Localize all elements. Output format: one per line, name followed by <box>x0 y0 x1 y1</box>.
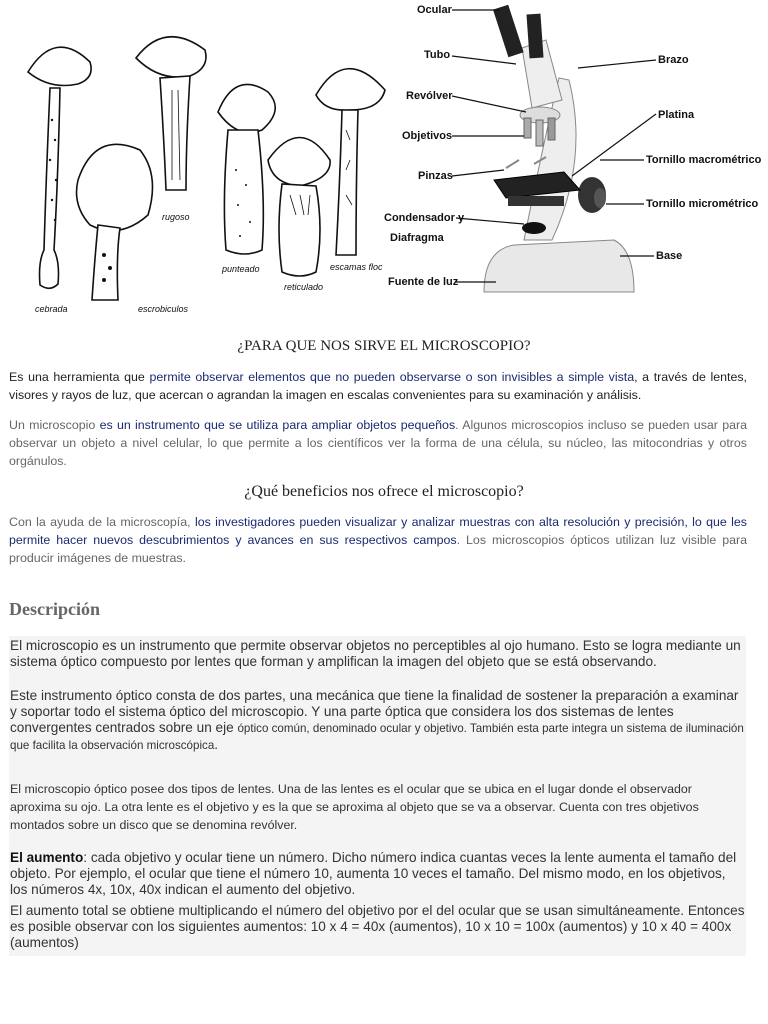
label-base: Base <box>656 250 683 262</box>
text-segment: . Los microscopios ópticos utilizan luz visible para producir imágenes de muestras. <box>9 533 747 565</box>
mushroom-label-punteado: punteado <box>222 264 260 274</box>
description-paragraph-aumento <box>10 850 746 898</box>
text-segment: , a través de lentes, visores y rayos de luz, que acercan o agrandan la imagen en escalas convenientes para su examinación y análisis. <box>9 370 747 402</box>
paragraph-instrumento <box>9 416 747 470</box>
paragraph-beneficios <box>9 513 747 567</box>
paragraph-herramienta <box>9 368 747 404</box>
mushroom-label-reticulado: reticulado <box>284 282 324 292</box>
mushroom-types-illustration <box>0 0 388 320</box>
description-paragraph-aumento-total: El aumento total se obtiene multiplicando el número del objetivo por el del ocular que se usan simultáneamente. Entonces es posible observar con los siguientes aumentos: 10 x 4 = 40x (aumentos), 10 x 10 = 100x (aumentos) y 10 x 40 = 400x (aumentos) <box>10 903 745 950</box>
label-pinzas: Pinzas <box>418 170 453 182</box>
bold-term: El aumento <box>10 850 84 865</box>
highlighted-text: los investigadores pueden visualizar y analizar muestras con alta resolución y precisión, lo que les permite hacer nuevos descubrimientos y avances en sus respectivos campos <box>9 515 748 547</box>
text-segment: óptico común, denominado ocular y objetivo. También esta parte integra un sistema de iluminación que facilita la observación microscópica <box>10 722 744 752</box>
label-objetivos: Objetivos <box>402 130 453 142</box>
label-tubo: Tubo <box>424 49 451 61</box>
label-tornillo-micrometrico: Tornillo micrométrico <box>646 198 759 210</box>
description-title: Descripción <box>9 599 100 619</box>
description-paragraph-1: El microscopio es un instrumento que permite observar objetos no perceptibles al ojo humano. Esto se logra mediante un sistema óptico compuesto por lentes que forman y amplifican la imagen del objeto que se está observando. <box>10 638 741 669</box>
microscope-diagram <box>384 0 768 300</box>
label-platina: Platina <box>658 109 695 121</box>
highlighted-text: es un instrumento que se utiliza para ampliar objetos pequeños <box>99 418 456 432</box>
highlighted-text: permite observar elementos que no pueden observarse o son invisibles a simple vista <box>149 370 635 384</box>
label-condensador: Condensador y <box>384 212 465 224</box>
text-segment: . Algunos microscopios incluso se pueden usar para observar un objeto a nivel celular, lo que permite a los científicos ver la forma de una célula, su núcleo, las mitocondrias y otros orgánulos. <box>9 418 748 468</box>
description-paragraph-2 <box>10 688 746 754</box>
text-segment: . <box>214 737 219 752</box>
label-diafragma: Diafragma <box>390 232 444 244</box>
text-segment: Es una herramienta que <box>9 370 150 384</box>
label-fuente-de-luz: Fuente de luz <box>388 276 459 288</box>
label-ocular: Ocular <box>417 4 452 16</box>
mushroom-label-cebrada: cebrada <box>35 304 68 314</box>
label-revolver: Revólver <box>406 90 453 102</box>
text-segment: Con la ayuda de la microscopía, <box>9 515 195 529</box>
text-segment: : cada objetivo y ocular tiene un número. Dicho número indica cuantas veces la lente aumenta el tamaño del objeto. Por ejemplo, el ocular que tiene el número 10, aumenta 10 veces el tamaño. Del mismo modo, en los objetivos, los números 4x, 10x, 40x indican el aumento del objetivo. <box>10 850 737 897</box>
description-paragraph-3: El microscopio óptico posee dos tipos de lentes. Una de las lentes es el ocular que se ubica en el lugar donde el observador aproxima su ojo. La otra lente es el objetivo y es la que se aproxima al objeto que se va a observar. Cuenta con tres objetivos montados sobre un disco que se denomina revólver. <box>10 782 699 832</box>
mushroom-label-escrobiculos: escrobiculos <box>138 304 189 314</box>
section-title-para-que-sirve: ¿PARA QUE NOS SIRVE EL MICROSCOPIO? <box>237 338 531 354</box>
mushroom-label-escamas: escamas floc <box>330 262 383 272</box>
label-tornillo-macrometrico: Tornillo macrométrico <box>646 154 762 166</box>
section-title-beneficios: ¿Qué beneficios nos ofrece el microscopio? <box>244 483 524 500</box>
text-segment: Este instrumento óptico consta de dos partes, una mecánica que tiene la finalidad de sostener la preparación a examinar y soportar todo el sistema óptico del microscopio. Y una parte óptica que considera los dos sistemas de lentes convergentes centrados sobre un eje <box>10 688 739 735</box>
text-segment: Un microscopio <box>9 418 100 432</box>
label-brazo: Brazo <box>658 54 689 66</box>
mushroom-label-rugoso: rugoso <box>162 212 190 222</box>
